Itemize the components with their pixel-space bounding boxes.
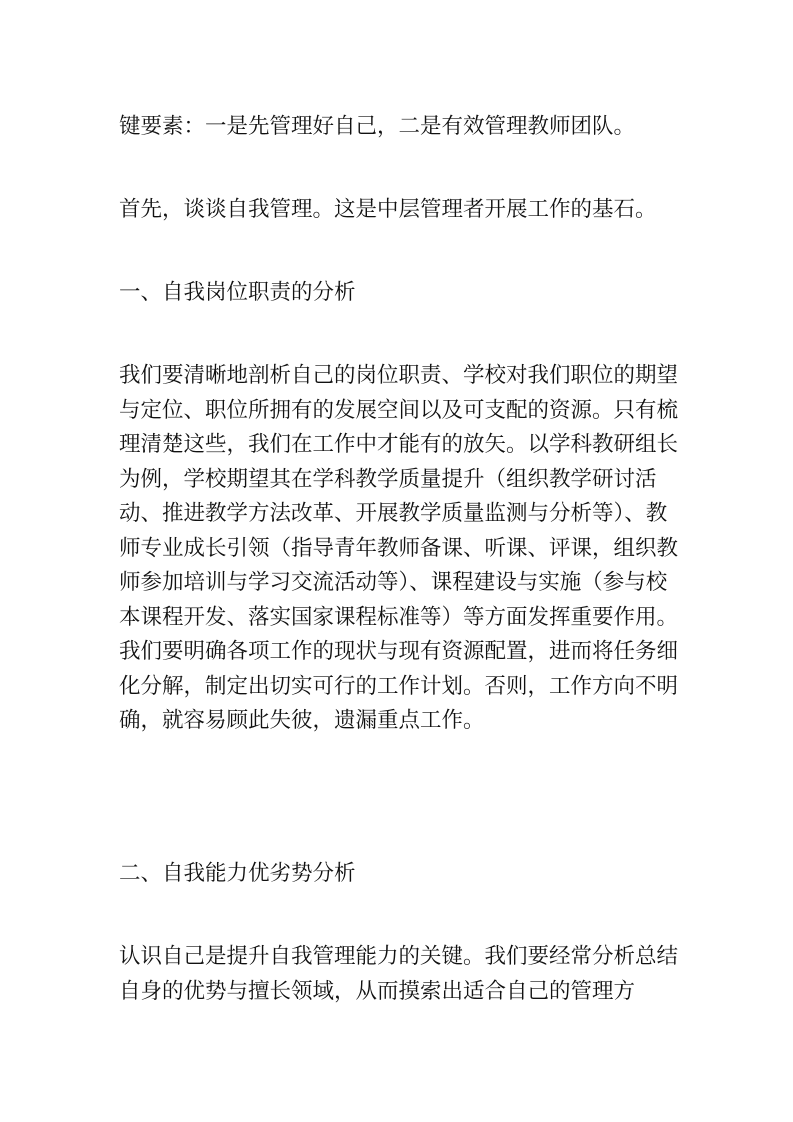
paragraph-key-elements: 键要素：一是先管理好自己，二是有效管理教师团队。	[119, 114, 636, 139]
paragraph-job-responsibilities: 我们要清晰地剖析自己的岗位职责、学校对我们职位的期望与定位、职位所拥有的发展空间以及可支配的资源。只有梳理清楚这些，我们在工作中才能有的放矢。以学科教研组长为例，学校期望其在学科教学质量提升（组织教学研讨活动、推进教学方法改革、开展教学质量监测与分析等）、教师专业成长引领（指导青年教师备课、听课、评课，组织教师参加培训与学习交流活动等）、课程建设与实施（参与校本课程开发、落实国家课程标准等）等方面发挥重要作用。我们要明确各项工作的现状与现有资源配置，进而将任务细化分解，制定出切实可行的工作计划。否则，工作方向不明确，就容易顾此失彼，遗漏重点工作。	[119, 363, 679, 733]
section-heading-2: 二、自我能力优劣势分析	[119, 861, 356, 886]
paragraph-self-management-intro: 首先，谈谈自我管理。这是中层管理者开展工作的基石。	[119, 197, 657, 222]
section-heading-1: 一、自我岗位职责的分析	[119, 280, 356, 305]
paragraph-ability-analysis: 认识自己是提升自我管理能力的关键。我们要经常分析总结自身的优势与擅长领域，从而摸索出适合自己的管理方	[119, 944, 679, 1004]
